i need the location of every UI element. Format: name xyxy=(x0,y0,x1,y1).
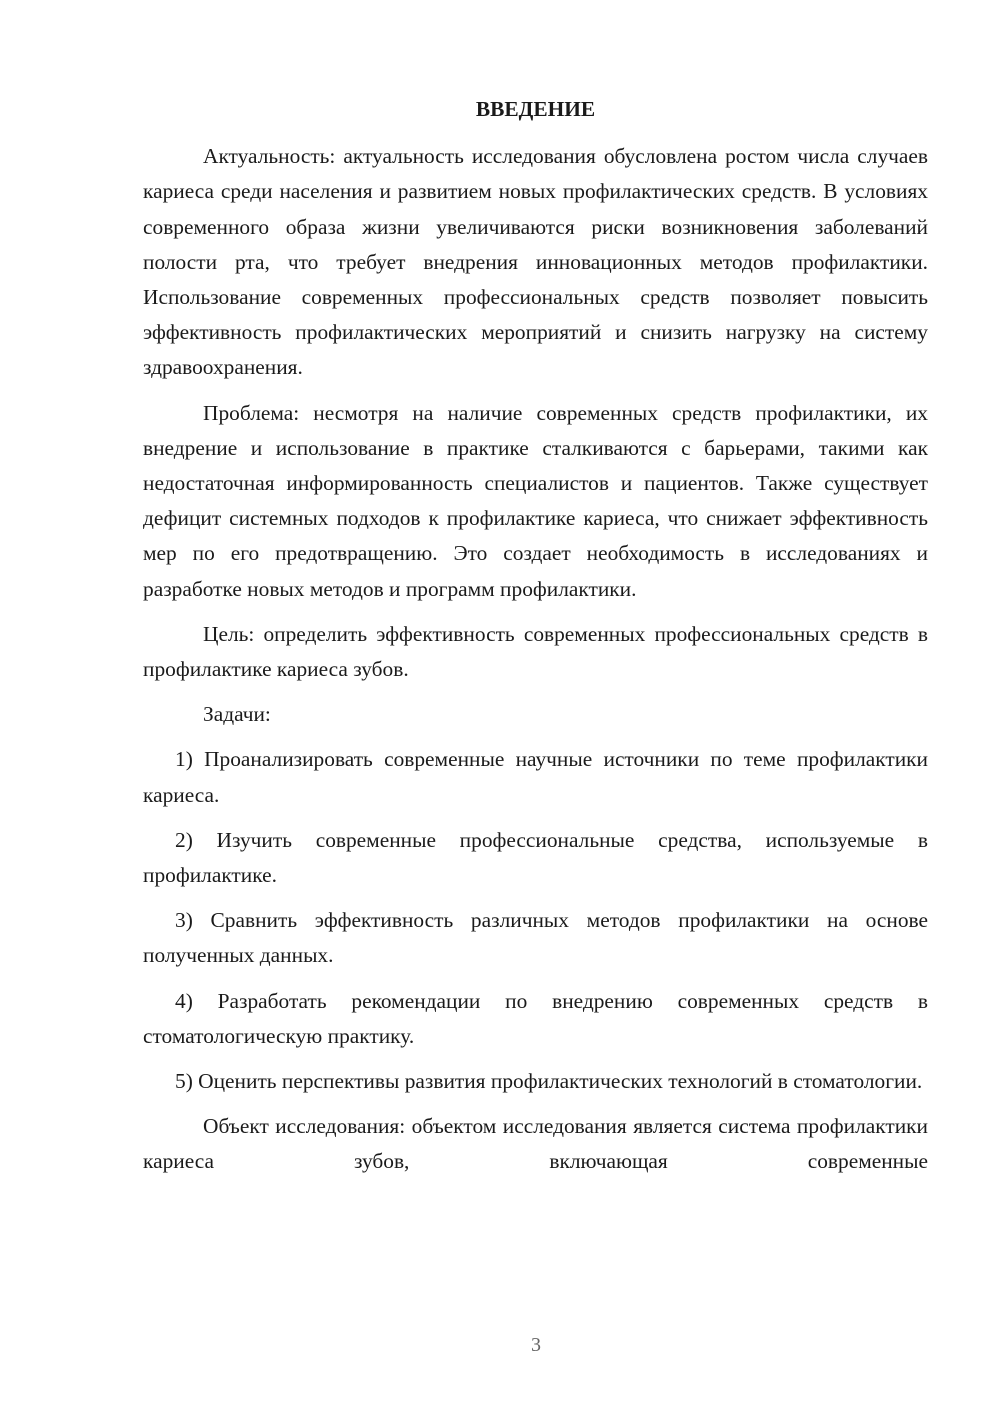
task-item: 3) Сравнить эффективность различных методов профилактики на основе полученных данных. xyxy=(143,908,928,968)
goal-paragraph: Цель: определить эффективность современных профессиональных средств в профилактике кариеса зубов. xyxy=(143,621,928,682)
section-title: ВВЕДЕНИЕ xyxy=(475,97,596,121)
relevance-paragraph: Актуальность: актуальность исследования обусловлена ростом числа случаев кариеса среди населения и развитием новых профилактических средств. В условиях современного образа жизни увеличиваются риски возникновения заболеваний полости рта, что требует внедрения инновационных методов профилактики. Использование современных профессиональных средств позволяет повысить эффективность профилактических мероприятий и снизить нагрузку на систему здравоохранения. xyxy=(143,144,928,380)
task-item: 5) Оценить перспективы развития профилактических технологий в стоматологии. xyxy=(175,1069,923,1094)
page-number: 3 xyxy=(531,1334,541,1356)
task-item: 1) Проанализировать современные научные источники по теме профилактики кариеса. xyxy=(143,747,928,807)
task-item: 2) Изучить современные профессиональные средства, используемые в профилактике. xyxy=(143,827,928,888)
tasks-heading: Задачи: xyxy=(203,702,271,727)
object-paragraph: Объект исследования: объектом исследования является система профилактики кариеса зубов, включающая современные xyxy=(143,1114,928,1174)
task-item: 4) Разработать рекомендации по внедрению современных средств в стоматологическую практику. xyxy=(143,988,928,1048)
document-page xyxy=(143,92,928,1190)
problem-paragraph: Проблема: несмотря на наличие современных средств профилактики, их внедрение и использование в практике сталкиваются с барьерами, такими как недостаточная информированность специалистов и пациентов. Также существует дефицит системных подходов к профилактике кариеса, что снижает эффективность мер по его предотвращению. Это создает необходимость в исследованиях и разработке новых методов и программ профилактики. xyxy=(143,400,928,601)
